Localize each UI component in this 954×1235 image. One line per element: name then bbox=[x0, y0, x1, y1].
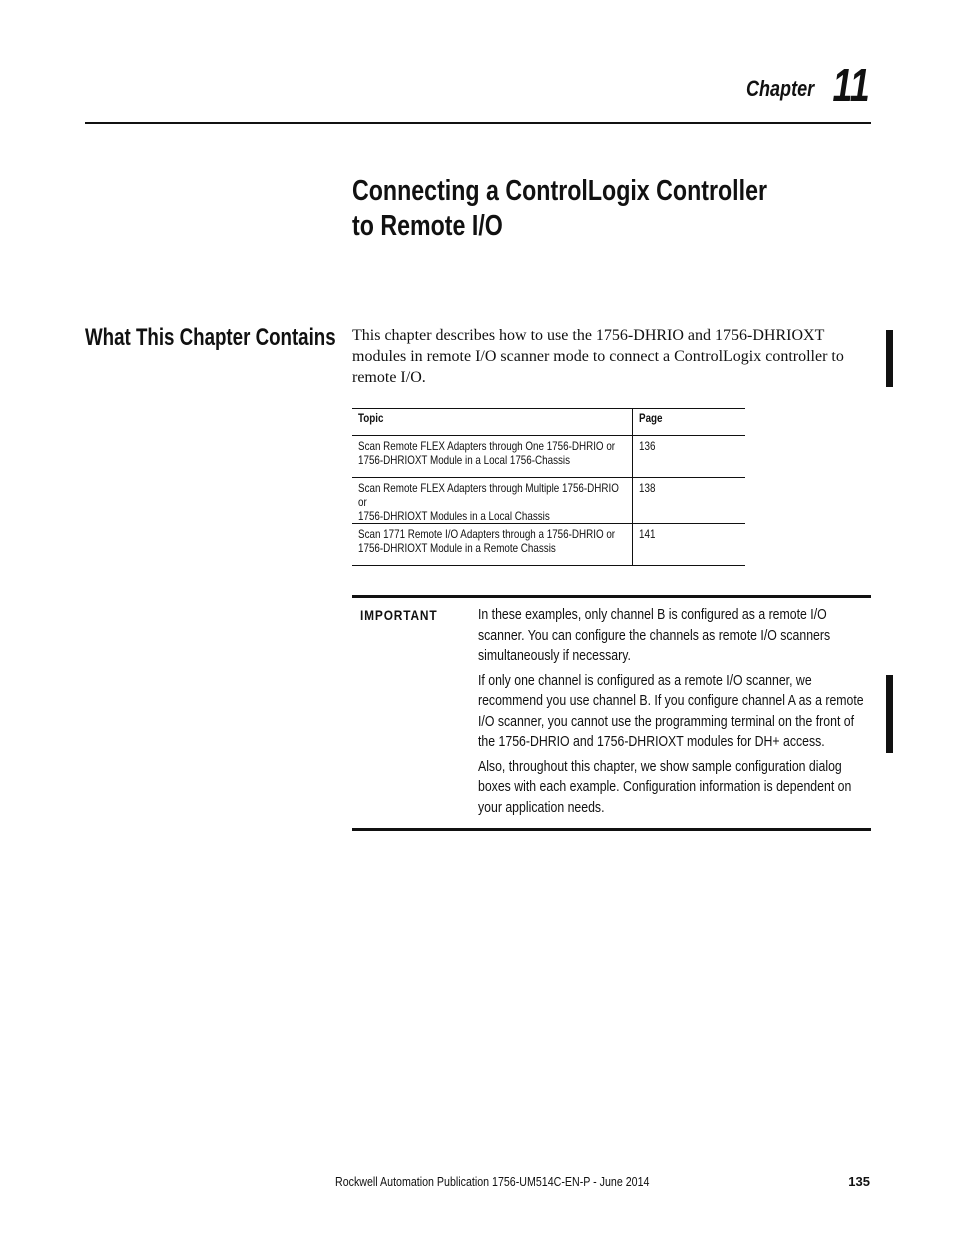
footer-page-number: 135 bbox=[848, 1174, 870, 1189]
table-row bbox=[352, 478, 745, 524]
page-cell: 141 bbox=[633, 524, 746, 566]
change-bar bbox=[886, 330, 893, 387]
chapter-label: Chapter bbox=[746, 76, 815, 101]
page-cell: 138 bbox=[633, 478, 746, 524]
page-cell: 136 bbox=[633, 436, 746, 478]
important-paragraph: In these examples, only channel B is configured as a remote I/O scanner. You can configure the channels as remote I/O scanners simultaneously if necessary. bbox=[478, 606, 831, 664]
topics-table bbox=[352, 408, 745, 566]
important-label: IMPORTANT bbox=[360, 607, 438, 623]
important-paragraph: Also, throughout this chapter, we show sample configuration dialog boxes with each example. Configuration information is dependent on your application needs. bbox=[478, 757, 852, 816]
table-row bbox=[352, 436, 745, 478]
change-bar bbox=[886, 675, 893, 753]
intro-paragraph: This chapter describes how to use the 1756-DHRIO and 1756-DHRIOXT modules in remote I/O scanner mode to connect a ControlLogix controller to remote I/O. bbox=[352, 327, 844, 386]
important-body bbox=[478, 605, 873, 822]
topic-column-header: Topic bbox=[352, 409, 633, 436]
chapter-heading bbox=[731, 59, 870, 111]
page-title-line-1: Connecting a ControlLogix Controller bbox=[352, 175, 768, 207]
page-column-header: Page bbox=[633, 409, 746, 436]
section-heading-text: What This Chapter Contains bbox=[85, 324, 336, 351]
page-title bbox=[352, 174, 871, 244]
topic-cell: Scan Remote FLEX Adapters through One 1756-DHRIO or 1756-DHRIOXT Module in a Local 1756-Chassis bbox=[352, 436, 633, 478]
topic-cell: Scan Remote FLEX Adapters through Multiple 1756-DHRIO or 1756-DHRIOXT Modules in a Local Chassis bbox=[352, 478, 633, 524]
chapter-number: 11 bbox=[832, 59, 870, 111]
table-row bbox=[352, 524, 745, 566]
table-header-row bbox=[352, 409, 745, 436]
important-paragraph: If only one channel is configured as a remote I/O scanner, we recommend you use channel B. If you configure channel A as a remote I/O scanner, you cannot use the programming terminal on the front of the 1756-DHRIO and 1756-DHRIOXT modules for DH+ access. bbox=[478, 671, 864, 750]
page-title-line-2: to Remote I/O bbox=[352, 210, 503, 242]
footer-publication: Rockwell Automation Publication 1756-UM514C-EN-P - June 2014 bbox=[335, 1174, 650, 1189]
important-box-bottom-rule bbox=[352, 828, 871, 831]
important-box-top-rule bbox=[352, 595, 871, 598]
header-rule bbox=[85, 122, 871, 124]
topic-cell: Scan 1771 Remote I/O Adapters through a 1756-DHRIO or 1756-DHRIOXT Module in a Remote Chassis bbox=[352, 524, 633, 566]
